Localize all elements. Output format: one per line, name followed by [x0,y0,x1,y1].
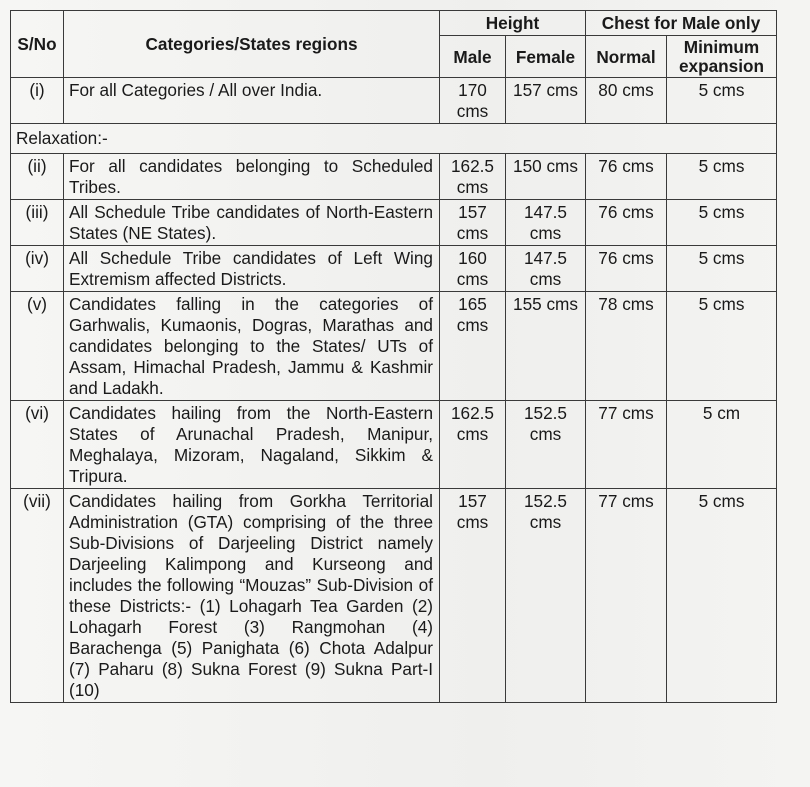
row-chest-normal: 77 cms [586,401,667,489]
row-chest-normal: 78 cms [586,292,667,401]
row-sno: (vi) [11,401,64,489]
relaxation-label: Relaxation:- [11,124,777,154]
row-male-height: 160 cms [440,246,506,292]
row-chest-normal: 76 cms [586,154,667,200]
table-row [11,78,777,124]
table-row [11,246,777,292]
table-row [11,489,777,703]
row-female-height: 152.5 cms [506,489,586,703]
row-chest-expansion: 5 cms [667,200,777,246]
table-row [11,401,777,489]
row-male-height: 170 cms [440,78,506,124]
row-male-height: 162.5 cms [440,154,506,200]
header-height: Height [440,11,586,36]
header-male: Male [440,36,506,78]
header-categories: Categories/States regions [64,11,440,78]
row-category: For all candidates belonging to Scheduled Tribes. [64,154,440,200]
row-chest-expansion: 5 cms [667,292,777,401]
row-male-height: 157 cms [440,489,506,703]
row-category: All Schedule Tribe candidates of Left Wing Extremism affected Districts. [64,246,440,292]
row-chest-normal: 76 cms [586,200,667,246]
row-sno: (vii) [11,489,64,703]
row-sno: (v) [11,292,64,401]
header-chest: Chest for Male only [586,11,777,36]
row-chest-normal: 77 cms [586,489,667,703]
table-row [11,154,777,200]
row-female-height: 147.5 cms [506,246,586,292]
row-chest-expansion: 5 cm [667,401,777,489]
row-category: Candidates hailing from the North-Eastern States of Arunachal Pradesh, Manipur, Meghalaya, Mizoram, Nagaland, Sikkim & Tripura. [64,401,440,489]
table-row [11,200,777,246]
row-female-height: 147.5 cms [506,200,586,246]
row-male-height: 162.5 cms [440,401,506,489]
row-sno: (ii) [11,154,64,200]
physical-standards-table [10,10,777,703]
header-row-1 [11,11,777,36]
header-normal: Normal [586,36,667,78]
row-female-height: 157 cms [506,78,586,124]
row-female-height: 150 cms [506,154,586,200]
row-category: For all Categories / All over India. [64,78,440,124]
row-female-height: 152.5 cms [506,401,586,489]
row-sno: (iv) [11,246,64,292]
header-sno: S/No [11,11,64,78]
row-male-height: 157 cms [440,200,506,246]
row-sno: (i) [11,78,64,124]
row-category: Candidates hailing from Gorkha Territorial Administration (GTA) comprising of the three Sub-Divisions of Darjeeling District namely Darjeeling Kalimpong and Kurseong and includes the following “Mouzas” Sub-Division of these Districts:- (1) Lohagarh Tea Garden (2) Lohagarh Forest (3) Rangmohan (4) Barachenga (5) Panighata (6) Chota Adalpur (7) Paharu (8) Sukna Forest (9) Sukna Part-I (10) [64,489,440,703]
row-chest-expansion: 5 cms [667,246,777,292]
row-chest-normal: 76 cms [586,246,667,292]
relaxation-row [11,124,777,154]
row-female-height: 155 cms [506,292,586,401]
row-category: All Schedule Tribe candidates of North-Eastern States (NE States). [64,200,440,246]
row-chest-expansion: 5 cms [667,154,777,200]
row-category: Candidates falling in the categories of Garhwalis, Kumaonis, Dogras, Marathas and candidates belonging to the States/ UTs of Assam, Himachal Pradesh, Jammu & Kashmir and Ladakh. [64,292,440,401]
table-row [11,292,777,401]
header-min-expansion: Minimum expansion [667,36,777,78]
header-female: Female [506,36,586,78]
row-chest-expansion: 5 cms [667,489,777,703]
row-chest-normal: 80 cms [586,78,667,124]
row-male-height: 165 cms [440,292,506,401]
row-sno: (iii) [11,200,64,246]
row-chest-expansion: 5 cms [667,78,777,124]
